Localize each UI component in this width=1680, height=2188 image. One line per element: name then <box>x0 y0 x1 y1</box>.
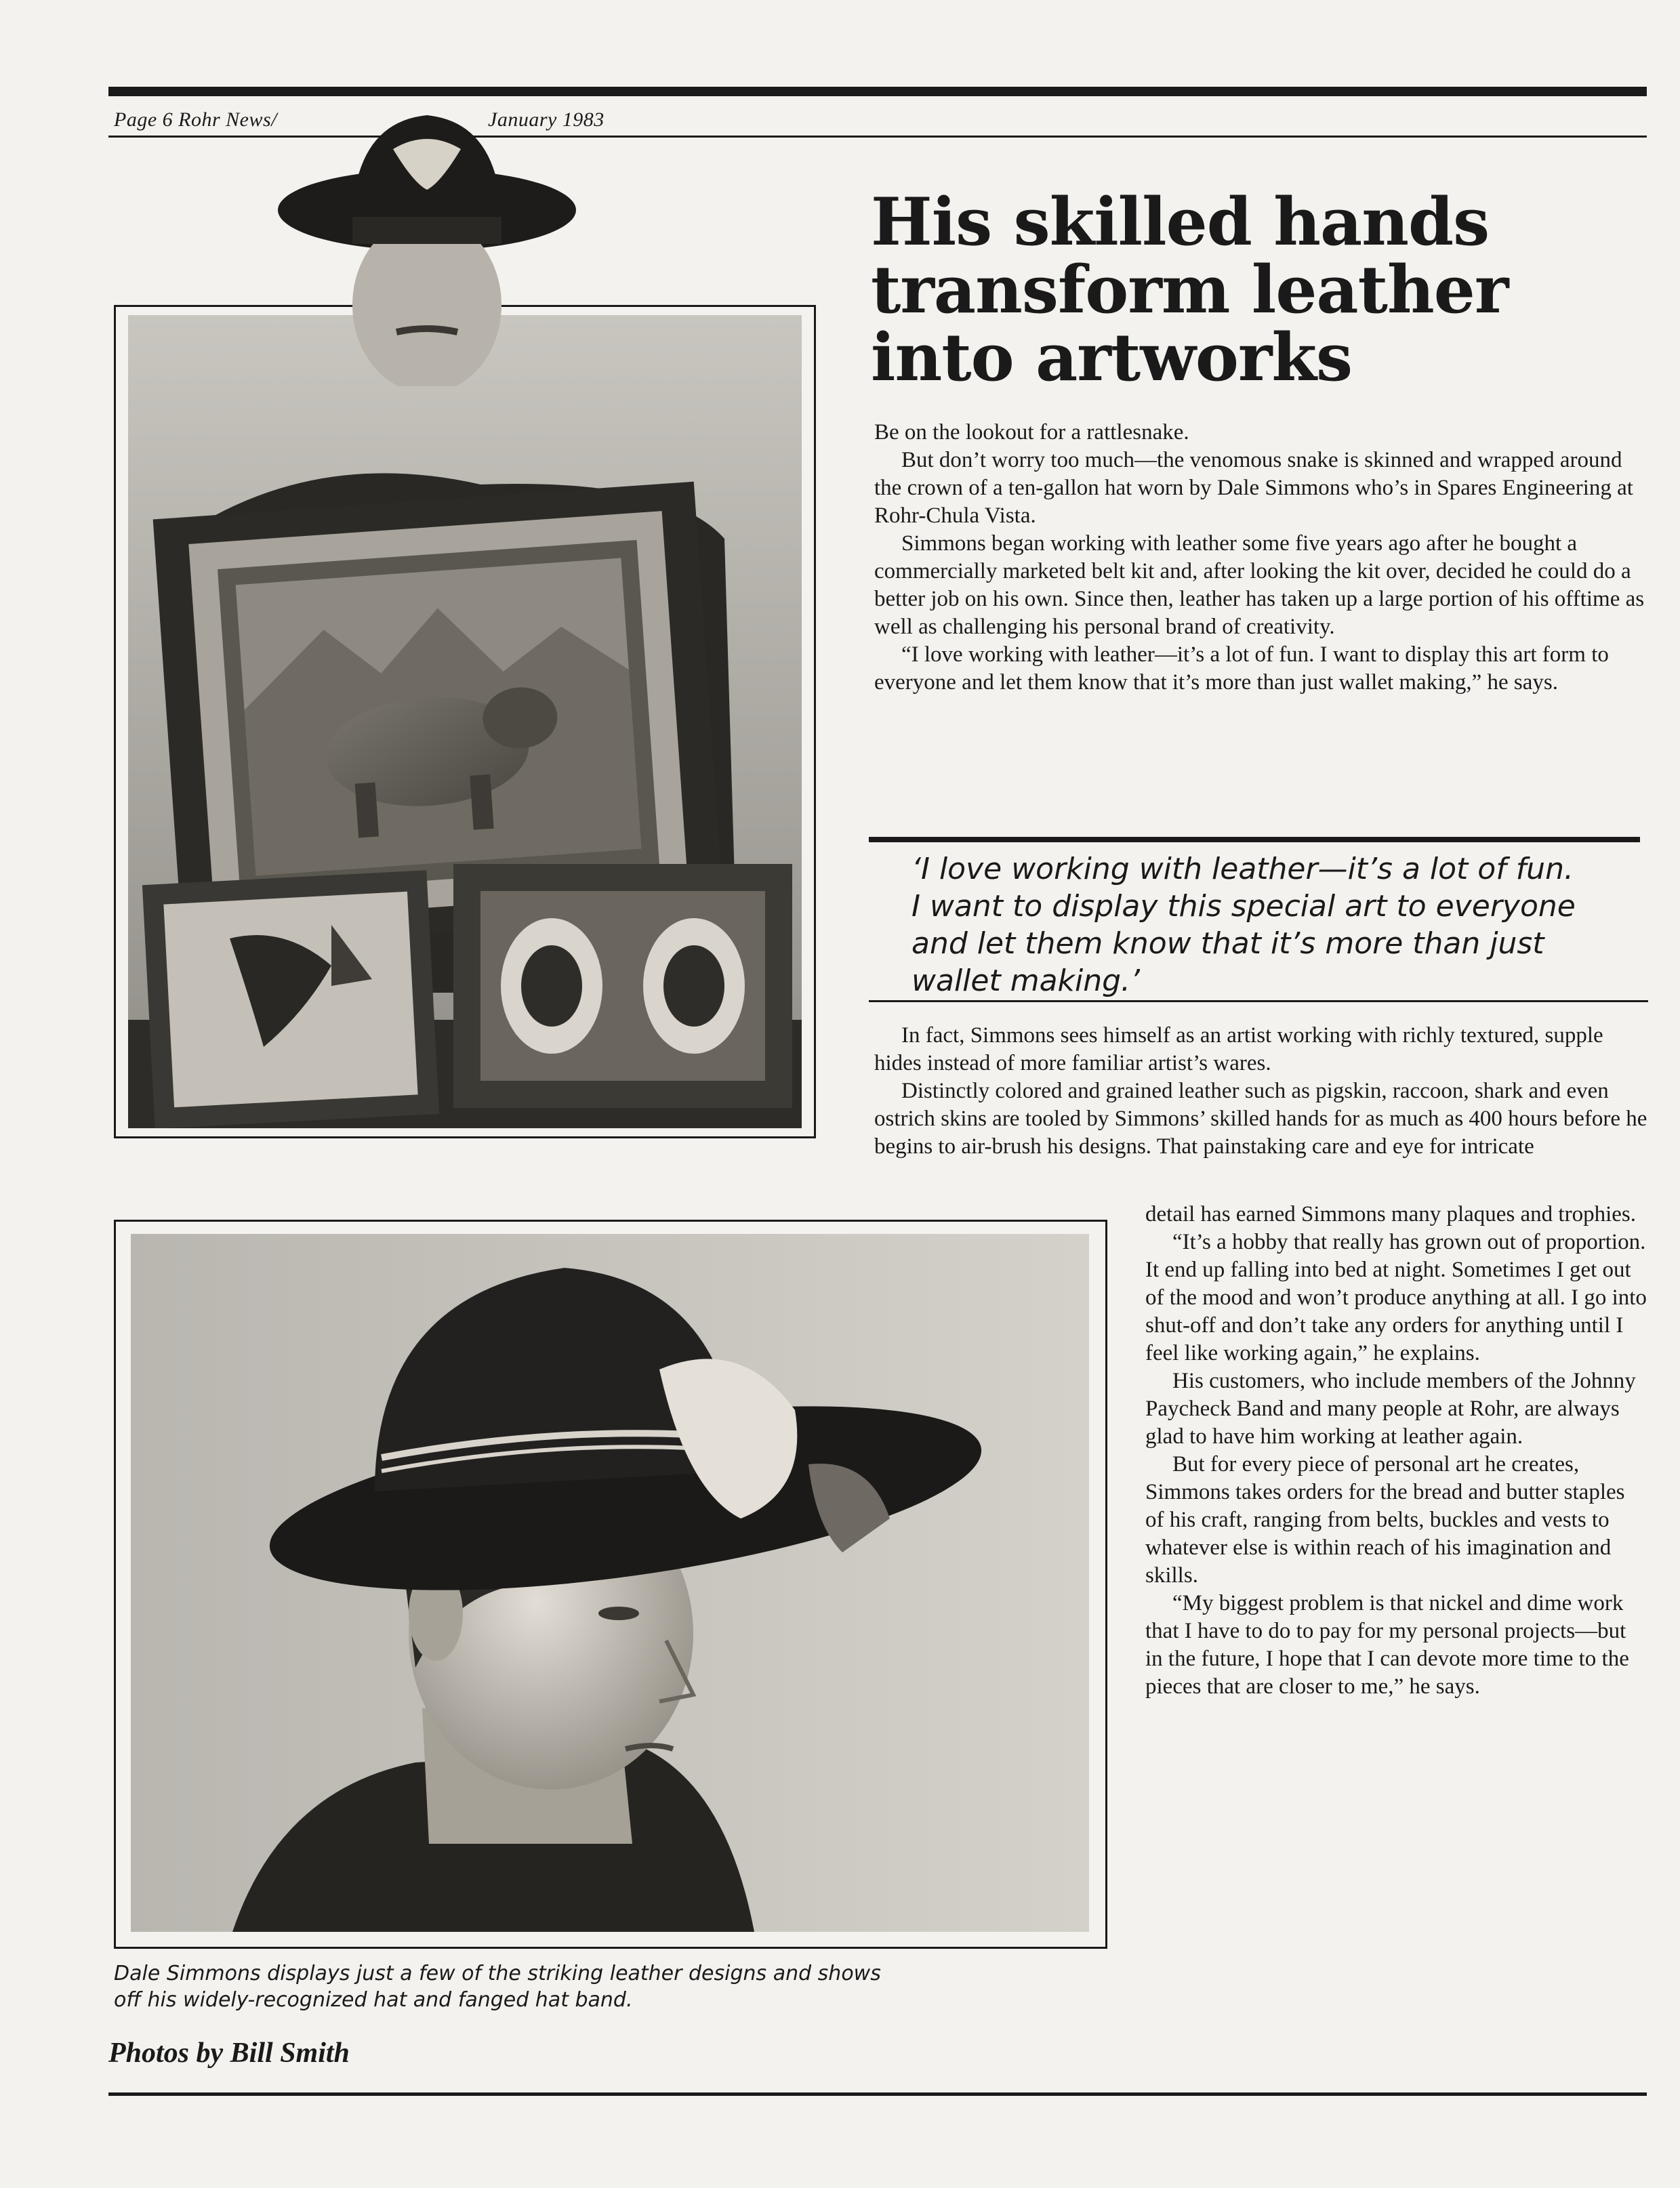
paragraph: In fact, Simmons sees himself as an artist working with richly textured, supple hides instead of more familiar artist’s wares. <box>874 1023 1603 1075</box>
top-thick-rule <box>108 87 1647 96</box>
photo-portrait <box>114 1220 1107 1949</box>
photo-credit: Photos by Bill Smith <box>108 2038 350 2069</box>
pull-quote-line: and let them know that it’s more than just <box>911 926 1544 961</box>
issue-date: January 1983 <box>488 108 605 131</box>
paragraph: “My biggest problem is that nickel and dime work that I have to do to pay for my personal projects—but in the future, I hope that I can devote more time to the pieces that are closer to me,” he says. <box>1145 1591 1629 1699</box>
headline-line-2: transform leather <box>871 251 1509 328</box>
caption-line: Dale Simmons displays just a few of the striking leather designs and shows <box>114 1962 881 1985</box>
page-header <box>114 108 277 131</box>
paragraph: But don’t worry too much—the venomous snake is skinned and wrapped around the crown of a ten-gallon hat worn by Dale Simmons who’s in Spares Engineering at Rohr-Chula Vista. <box>874 448 1633 528</box>
headline-line-1: His skilled hands <box>871 184 1490 260</box>
photo-artworks-image <box>128 315 802 1128</box>
paragraph: Simmons began working with leather some five years ago after he bought a commercially marketed belt kit and, after looking the kit over, decided he could do a better job on his own. Since then, leather has taken up a large portion of his offtime as well as challenging his personal brand of creativity. <box>874 531 1645 639</box>
paragraph: detail has earned Simmons many plaques and trophies. <box>1145 1202 1637 1226</box>
pull-quote-line: wallet making.’ <box>911 964 1141 998</box>
paragraph: “It’s a hobby that really has grown out of proportion. It end up falling into bed at night. Sometimes I get out of the mood and won’t produce anything at all. I go into shut-off and don’t take any orders for anything until I feel like working again,” he explains. <box>1145 1230 1647 1365</box>
paragraph: His customers, who include members of the Johnny Paycheck Band and many people at Rohr, are always glad to have him working at leather again. <box>1145 1369 1636 1449</box>
photo-portrait-image <box>131 1234 1089 1932</box>
photo-artworks <box>114 305 816 1138</box>
pullquote-top-rule <box>869 837 1640 842</box>
paragraph: Be on the lookout for a rattlesnake. <box>874 420 1189 445</box>
intro-column <box>874 419 1648 697</box>
headline <box>871 184 1509 396</box>
paragraph: But for every piece of personal art he creates, Simmons takes orders for the bread and butter staples of his craft, ranging from belts, buckles and vests to whatever else is within reach of his imagination and skills. <box>1145 1452 1625 1588</box>
narrow-column <box>1145 1201 1648 1701</box>
paragraph: “I love working with leather—it’s a lot of fun. I want to display this art form to everyone and let them know that it’s more than just wallet making,” he says. <box>874 642 1609 695</box>
pullquote-bottom-rule <box>869 1000 1648 1002</box>
paragraph: Distinctly colored and grained leather such as pigskin, raccoon, shark and even ostrich skins are tooled by Simmons’ skilled hands for as much as 400 hours before he begins to air-brush his designs. That painstaking care and eye for intricate <box>874 1079 1647 1159</box>
caption-line: off his widely-recognized hat and fanged hat band. <box>114 1988 633 2012</box>
wide-column <box>874 1022 1648 1161</box>
headline-line-3: into artworks <box>871 319 1352 396</box>
pull-quote-line: I want to display this special art to everyone <box>911 889 1576 924</box>
bottom-rule <box>108 2092 1647 2096</box>
pull-quote-line: ‘I love working with leather—it’s a lot of fun. <box>911 852 1574 886</box>
page-label: Page 6 Rohr News/ <box>114 108 277 131</box>
pull-quote <box>911 850 1576 999</box>
photo-artworks-head-cutout <box>271 102 583 386</box>
photo-caption <box>114 1960 881 2013</box>
